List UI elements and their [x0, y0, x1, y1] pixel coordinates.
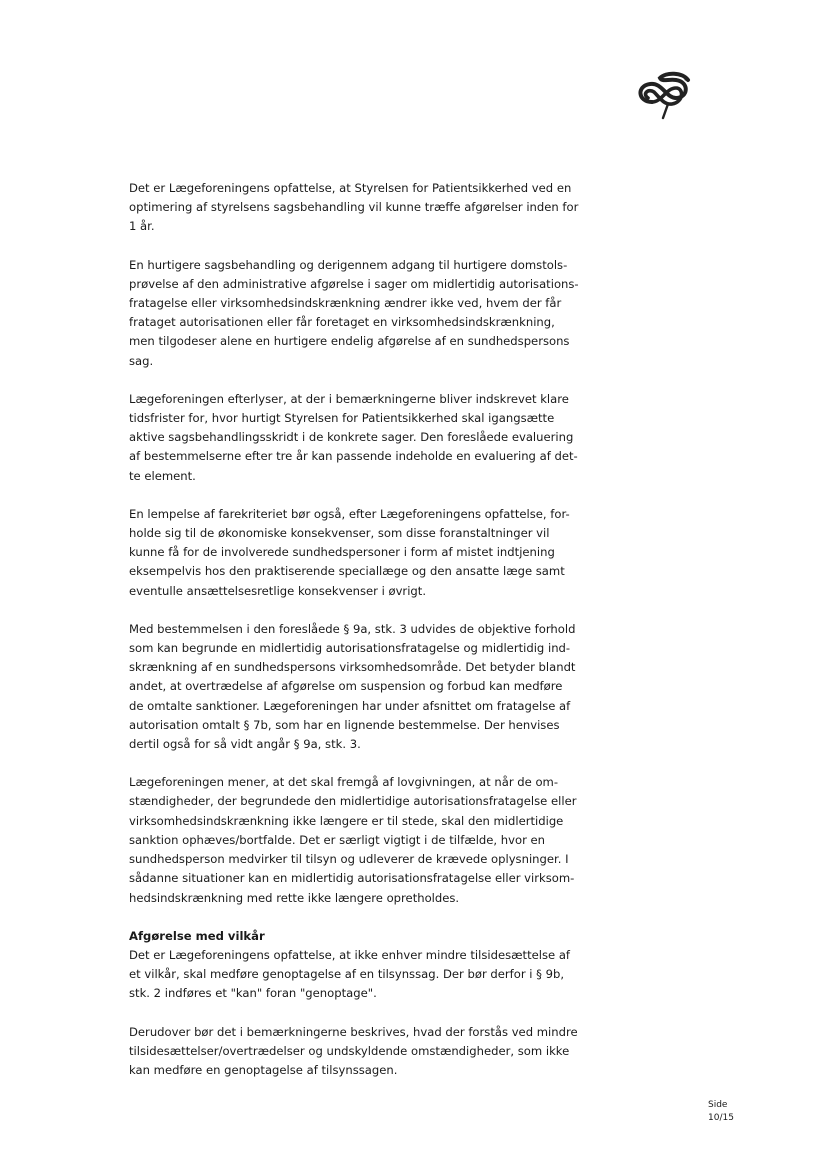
text-line: En lempelse af farekriteriet bør også, efter Lægeforeningens opfattelse, for-	[129, 506, 570, 521]
paragraph	[129, 946, 599, 1004]
text-line: stændigheder, der begrundede den midlertidige autorisationsfratagelse eller	[129, 794, 577, 809]
paragraph-list	[129, 179, 599, 908]
text-line: de omtalte sanktioner. Lægeforeningen har under afsnittet om fratagelse af	[129, 698, 571, 713]
text-line: eksempelvis hos den praktiserende speciallæge og den ansatte læge samt	[129, 564, 565, 579]
text-line: hedsindskrænkning med rette ikke længere opretholdes.	[129, 890, 460, 905]
paragraph	[129, 256, 599, 371]
text-line: kan medføre en genoptagelse af tilsynssagen.	[129, 1062, 398, 1077]
paragraph	[129, 1023, 599, 1081]
text-line: optimering af styrelsens sagsbehandling vil kunne træffe afgørelser inden for	[129, 200, 579, 215]
text-line: et vilkår, skal medføre genoptagelse af en tilsynssag. Der bør derfor i § 9b,	[129, 967, 565, 982]
text-line: sundhedsperson medvirker til tilsyn og udleverer de krævede oplysninger. I	[129, 852, 569, 867]
paragraph	[129, 620, 599, 754]
text-line: andet, at overtrædelse af afgørelse om suspension og forbud kan medføre	[129, 679, 563, 694]
text-line: men tilgodeser alene en hurtigere endelig afgørelse af en sundhedspersons	[129, 334, 570, 349]
section-heading: Afgørelse med vilkår	[129, 928, 265, 943]
text-line: En hurtigere sagsbehandling og derigennem adgang til hurtigere domstols-	[129, 257, 568, 272]
document-body	[129, 179, 599, 1099]
section-paragraph-list	[129, 946, 599, 1080]
text-line: Det er Lægeforeningens opfattelse, at ikke enhver mindre tilsidesættelse af	[129, 947, 571, 962]
page-number-value: 10/15	[708, 1113, 734, 1123]
text-line: Derudover bør det i bemærkningerne beskrives, hvad der forstås ved mindre	[129, 1024, 578, 1039]
text-line: tilsidesættelser/overtrædelser og undskyldende omstændigheder, som ikke	[129, 1043, 570, 1058]
text-line: sådanne situationer kan en midlertidig autorisationsfratagelse eller virksom-	[129, 871, 575, 886]
text-line: sanktion ophæves/bortfalde. Det er særligt vigtigt i de tilfælde, hvor en	[129, 832, 546, 847]
page-side-label: Side	[708, 1100, 728, 1110]
text-line: stk. 2 indføres et "kan" foran "genoptage".	[129, 986, 377, 1001]
text-line: frataget autorisationen eller får foretaget en virksomhedsindskrænkning,	[129, 315, 555, 330]
text-line: tidsfrister for, hvor hurtigt Styrelsen for Patientsikkerhed skal igangsætte	[129, 411, 555, 426]
text-line: sag.	[129, 353, 154, 368]
paragraph	[129, 773, 599, 907]
text-line: fratagelse eller virksomhedsindskrænkning ændrer ikke ved, hvem der får	[129, 296, 562, 311]
text-line: virksomhedsindskrænkning ikke længere er til stede, skal den midlertidige	[129, 813, 564, 828]
page-number	[708, 1099, 734, 1125]
paragraph	[129, 505, 599, 601]
text-line: aktive sagsbehandlingsskridt i de konkrete sager. Den foreslåede evaluering	[129, 430, 574, 445]
text-line: autorisation omtalt § 7b, som har en lignende bestemmelse. Der henvises	[129, 717, 560, 732]
text-line: prøvelse af den administrative afgørelse i sager om midlertidig autorisations-	[129, 276, 579, 291]
text-line: som kan begrunde en midlertidig autorisationsfratagelse og midlertidig ind-	[129, 641, 571, 656]
paragraph	[129, 179, 599, 237]
text-line: af bestemmelserne efter tre år kan passende indeholde en evaluering af det-	[129, 449, 578, 464]
text-line: Med bestemmelsen i den foreslåede § 9a, stk. 3 udvides de objektive forhold	[129, 621, 576, 636]
text-line: skrænkning af en sundhedspersons virksomhedsområde. Det betyder blandt	[129, 660, 576, 675]
text-line: dertil også for så vidt angår § 9a, stk. 3.	[129, 737, 361, 752]
text-line: kunne få for de involverede sundhedspersoner i form af mistet indtjening	[129, 545, 555, 560]
text-line: Det er Lægeforeningens opfattelse, at Styrelsen for Patientsikkerhed ved en	[129, 181, 572, 195]
snake-logo-icon	[632, 68, 694, 120]
text-line: Lægeforeningen efterlyser, at der i bemærkningerne bliver indskrevet klare	[129, 391, 569, 406]
text-line: eventulle ansættelsesretlige konsekvenser i øvrigt.	[129, 583, 427, 598]
text-line: holde sig til de økonomiske konsekvenser, som disse foranstaltninger vil	[129, 526, 550, 541]
text-line: 1 år.	[129, 219, 155, 234]
text-line: te element.	[129, 468, 196, 483]
text-line: Lægeforeningen mener, at det skal fremgå af lovgivningen, at når de om-	[129, 775, 559, 790]
paragraph	[129, 390, 599, 486]
